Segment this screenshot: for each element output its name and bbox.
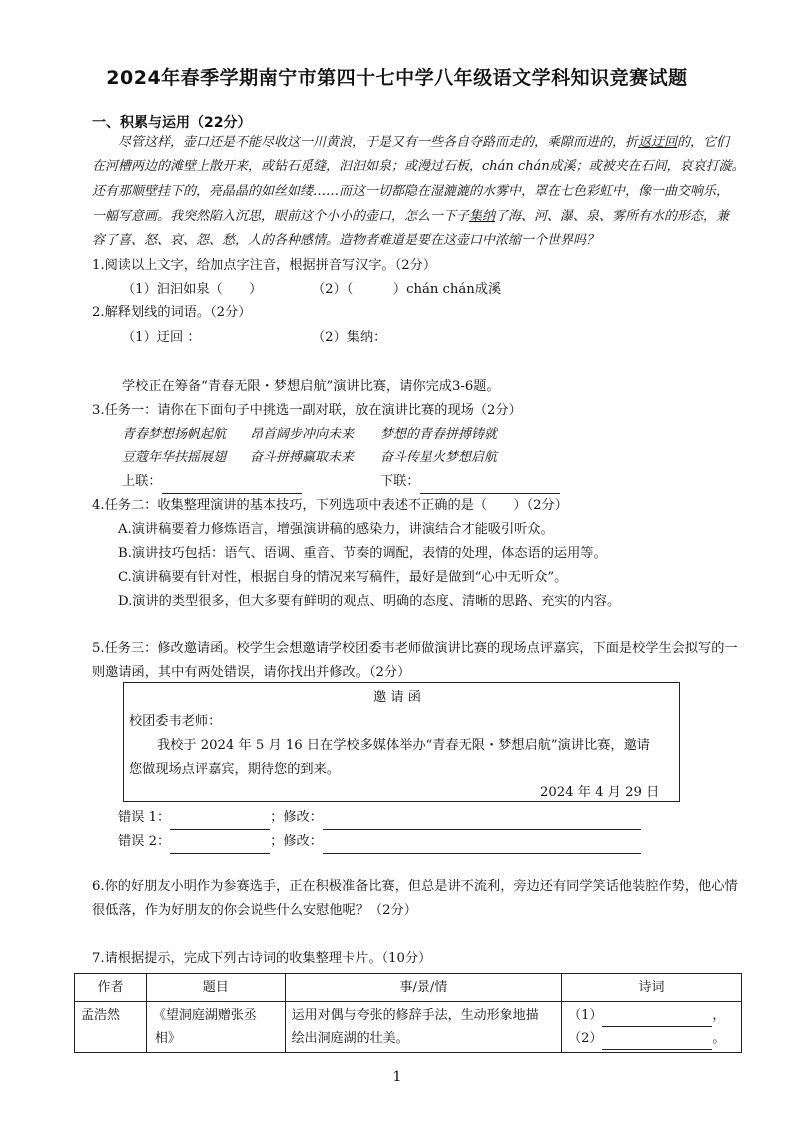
couplet-2: 昂首阔步冲向未来 (250, 427, 355, 442)
passage-line-5: 容了喜、怒、哀、怨、愁，人的各种感情。造物者难道是要在这壶口中浓缩一个世界吗？ (92, 233, 600, 248)
invitation-title: 邀 请 函 (373, 690, 421, 705)
passage-line-2: 在河槽两边的滩壁上散开来，或钻石觅缝，汩汩如泉；或漫过石板，chán chán成溪；或被夹在石间，哀哀打漩。 (92, 159, 745, 174)
q5-stem-2: 则邀请函，其中有两处错误，请你找出并修改。（2分） (92, 665, 411, 680)
table-row (75, 1002, 742, 1053)
invitation-body-1: 我校于 2024 年 5 月 16 日在学校多媒体举办“青春无限・梦想启航”演讲比赛，邀请 (157, 738, 650, 753)
poem-blank-2[interactable] (602, 1035, 712, 1050)
error-2-blank[interactable] (170, 839, 270, 854)
q4-option-d: D.演讲的类型很多，但大多要有鲜明的观点、明确的态度、清晰的思路、充实的内容。 (118, 594, 621, 609)
couplet-4: 豆蔻年华扶摇展翅 (122, 450, 227, 465)
underlined-word-jina: 集纳 (469, 209, 496, 224)
lower-line-blank[interactable] (420, 479, 560, 494)
upper-line-label: 上联： (122, 470, 302, 494)
passage-line-1: 尽管这样，壶口还是不能尽收这一川黄浪，于是又有一些各自夺路而走的，乘隙而进的，折返迂回的，它们 (118, 135, 730, 150)
cell-author: 孟浩然 (75, 1002, 147, 1053)
passage-line-4: 一幅写意画。我突然陷入沉思，眼前这个小小的壶口，怎么一下子集纳了海、河、瀑、泉、雾所有水的形态，兼 (92, 209, 730, 224)
underlined-word-yuhui: 返迂回 (638, 135, 678, 150)
poetry-card-table (74, 973, 742, 1053)
header-description: 事/景/情 (285, 974, 561, 1002)
q4-option-b: B.演讲技巧包括：语气、语调、重音、节奏的调配，表情的处理，体态语的运用等。 (118, 546, 607, 561)
q7-stem: 7.请根据提示，完成下列古诗词的收集整理卡片。（10分） (92, 951, 432, 966)
header-title: 题目 (146, 974, 285, 1002)
error-2-row: 错误 2： ；修改： (118, 830, 641, 854)
lower-line-label: 下联： (380, 470, 560, 494)
q2-item-a: （1）迂回 ： (122, 330, 201, 345)
section-heading: 一、积累与运用（22分） (92, 115, 252, 131)
q2-stem: 2.解释划线的词语。（2分） (92, 305, 252, 320)
q5-stem-1: 5.任务三：修改邀请函。校学生会想邀请学校团委韦老师做演讲比赛的现场点评嘉宾，下面是校学生会拟写的一 (92, 641, 738, 656)
invitation-body-2: 您做现场点评嘉宾，期待您的到来。 (129, 762, 340, 777)
couplet-1: 青春梦想扬帆起航 (122, 427, 227, 442)
poem-blank-1[interactable] (602, 1012, 712, 1027)
couplet-5: 奋斗拼搏赢取未来 (250, 450, 355, 465)
header-author: 作者 (75, 974, 147, 1002)
couplet-6: 奋斗传星火梦想启航 (380, 450, 498, 465)
header-poem: 诗词 (562, 974, 742, 1002)
q6-line-2: 很低落，作为好朋友的你会说些什么安慰他呢？（2分） (92, 903, 417, 918)
intro-3-6: 学校正在筹备“青春无限・梦想启航”演讲比赛，请你完成3-6题。 (122, 379, 500, 394)
q4-option-c: C.演讲稿要有针对性，根据自身的情况来写稿件，最好是做到“心中无听众”。 (118, 570, 568, 585)
table-header-row (75, 974, 742, 1002)
q3-stem: 3.任务一：请你在下面句子中挑选一副对联，放在演讲比赛的现场（2分） (92, 403, 522, 418)
couplet-3: 梦想的青春拼搏铸就 (380, 427, 498, 442)
q1-item-b: （2）（ ）chán chán成溪 (312, 282, 502, 297)
cell-description: 运用对偶与夸张的修辞手法，生动形象地描 绘出洞庭湖的壮美。 (285, 1002, 561, 1053)
cell-poem: （1） ， （2） 。 (562, 1002, 742, 1053)
q4-stem: 4.任务二：收集整理演讲的基本技巧，下列选项中表述不正确的是（ ）（2分） (92, 498, 568, 513)
q4-option-a: A.演讲稿要着力修炼语言，增强演讲稿的感染力，讲演结合才能吸引听众。 (118, 522, 554, 537)
upper-line-blank[interactable] (162, 479, 302, 494)
q2-item-b: （2）集纳： (312, 330, 387, 345)
error-1-row: 错误 1： ；修改： (118, 806, 641, 830)
fix-1-blank[interactable] (323, 815, 641, 830)
cell-title: 《望洞庭湖赠张丞 相》 (146, 1002, 285, 1053)
invitation-date: 2024 年 4 月 29 日 (540, 785, 660, 800)
invitation-recipient: 校团委韦老师： (129, 714, 222, 729)
passage-line-3: 还有那顺壁挂下的，亮晶晶的如丝如缕……而这一切都隐在湿漉漉的水雾中，罩在七色彩虹中，像一曲交响乐， (92, 184, 730, 199)
page-title: 2024年春季学期南宁市第四十七中学八年级语文学科知识竞赛试题 (106, 67, 688, 89)
fix-2-blank[interactable] (323, 839, 641, 854)
q1-item-a: （1）汩汩如泉（ ） (122, 282, 263, 297)
page-number: 1 (392, 1069, 402, 1085)
error-1-blank[interactable] (170, 815, 270, 830)
q1-stem: 1.阅读以上文字，给加点字注音，根据拼音写汉字。（2分） (92, 258, 437, 273)
q6-line-1: 6.你的好朋友小明作为参赛选手，正在积极准备比赛，但总是讲不流利，旁边还有同学笑话他装腔作势，他心情 (92, 879, 738, 894)
